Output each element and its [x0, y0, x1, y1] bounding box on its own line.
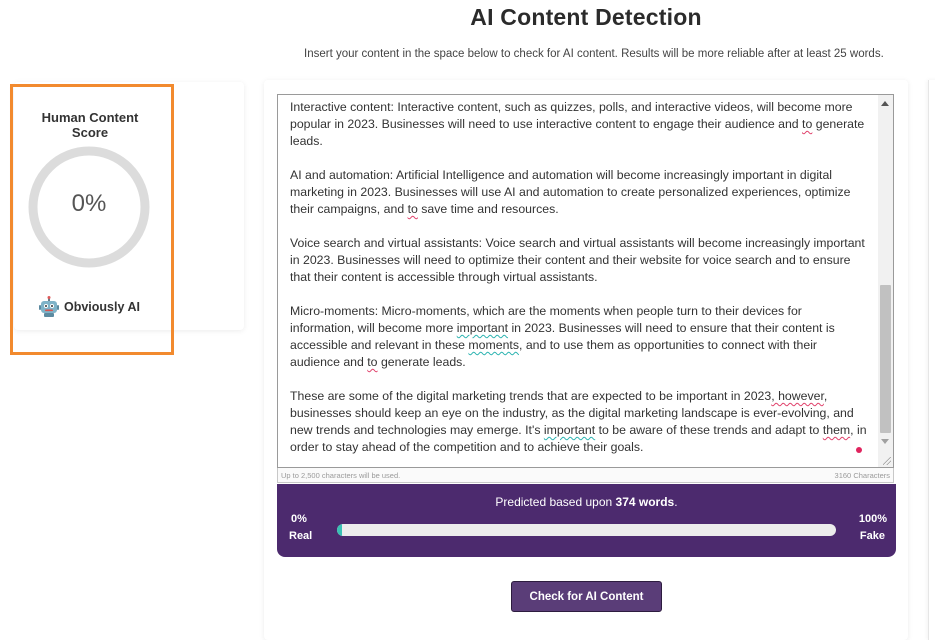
prediction-bar [337, 524, 836, 536]
paragraph-1: Interactive content: Interactive content, such as quizzes, polls, and interactive videos, will become more popular in 2023. Businesses will need to use interactive content to engage their audience and to generate leads. [290, 100, 865, 148]
score-value: 0% [71, 190, 107, 217]
content-textarea[interactable] [277, 94, 894, 468]
scroll-up-arrow-icon[interactable] [881, 101, 889, 106]
check-ai-content-button[interactable]: Check for AI Content [511, 581, 662, 612]
fake-percent: 100% [858, 513, 887, 525]
resize-grip-icon[interactable] [883, 457, 891, 465]
char-limit-note: Up to 2,500 characters will be used. [281, 471, 401, 480]
fake-label: Fake [859, 530, 885, 542]
editor-scrollbar[interactable] [878, 95, 893, 467]
robot-icon [38, 296, 60, 318]
editor-text[interactable] [290, 99, 868, 468]
predicted-text: Predicted based upon 374 words. [495, 495, 678, 509]
page-title: AI Content Detection [470, 4, 702, 30]
prediction-bar-fill [337, 524, 342, 536]
score-title: Human Content Score [41, 110, 139, 140]
next-card-edge [928, 80, 935, 640]
paragraph-5: These are some of the digital marketing trends that are expected to be important in 2023, however, businesses should keep an eye on the industry, as the digital marketing landscape is ever-evolving, and new trends and technologies may emerge. It's important to be aware of these trends and adapt to them, in order to stay ahead of the competition and to achieve their goals. [290, 389, 867, 454]
scrollbar-thumb[interactable] [880, 285, 891, 433]
page-subtitle: Insert your content in the space below to check for AI content. Results will be more reliable after at least 25 words. [304, 48, 884, 60]
editor-footer [277, 468, 894, 483]
grammar-indicator-icon[interactable] [856, 447, 862, 453]
paragraph-2: AI and automation: Artificial Intelligence and automation will become increasingly important in digital marketing in 2023. Businesses will use AI and automation to create personalized experiences, optimize their campaigns, and to save time and resources. [290, 168, 851, 216]
real-percent: 0% [291, 513, 307, 525]
verdict-label: Obviously AI [64, 300, 140, 314]
paragraph-4: Micro-moments: Micro-moments, which are the moments when people turn to their devices for information, will become more important in 2023. Businesses will need to ensure that their content is accessible and relevant in these moments, and to use them as opportunities to connect with their audience and to generate leads. [290, 304, 835, 369]
verdict [38, 296, 140, 318]
paragraph-3: Voice search and virtual assistants: Voice search and virtual assistants will become increasingly important in 2023. Businesses will need to optimize their content and their website for voice search and to ensure that their content is accessible through virtual assistants. [290, 236, 865, 284]
word-count: 374 words [615, 495, 675, 509]
scroll-down-arrow-icon[interactable] [881, 439, 889, 444]
result-panel [277, 484, 896, 557]
char-count: 3160 Characters [834, 471, 890, 480]
real-label: Real [289, 530, 313, 542]
